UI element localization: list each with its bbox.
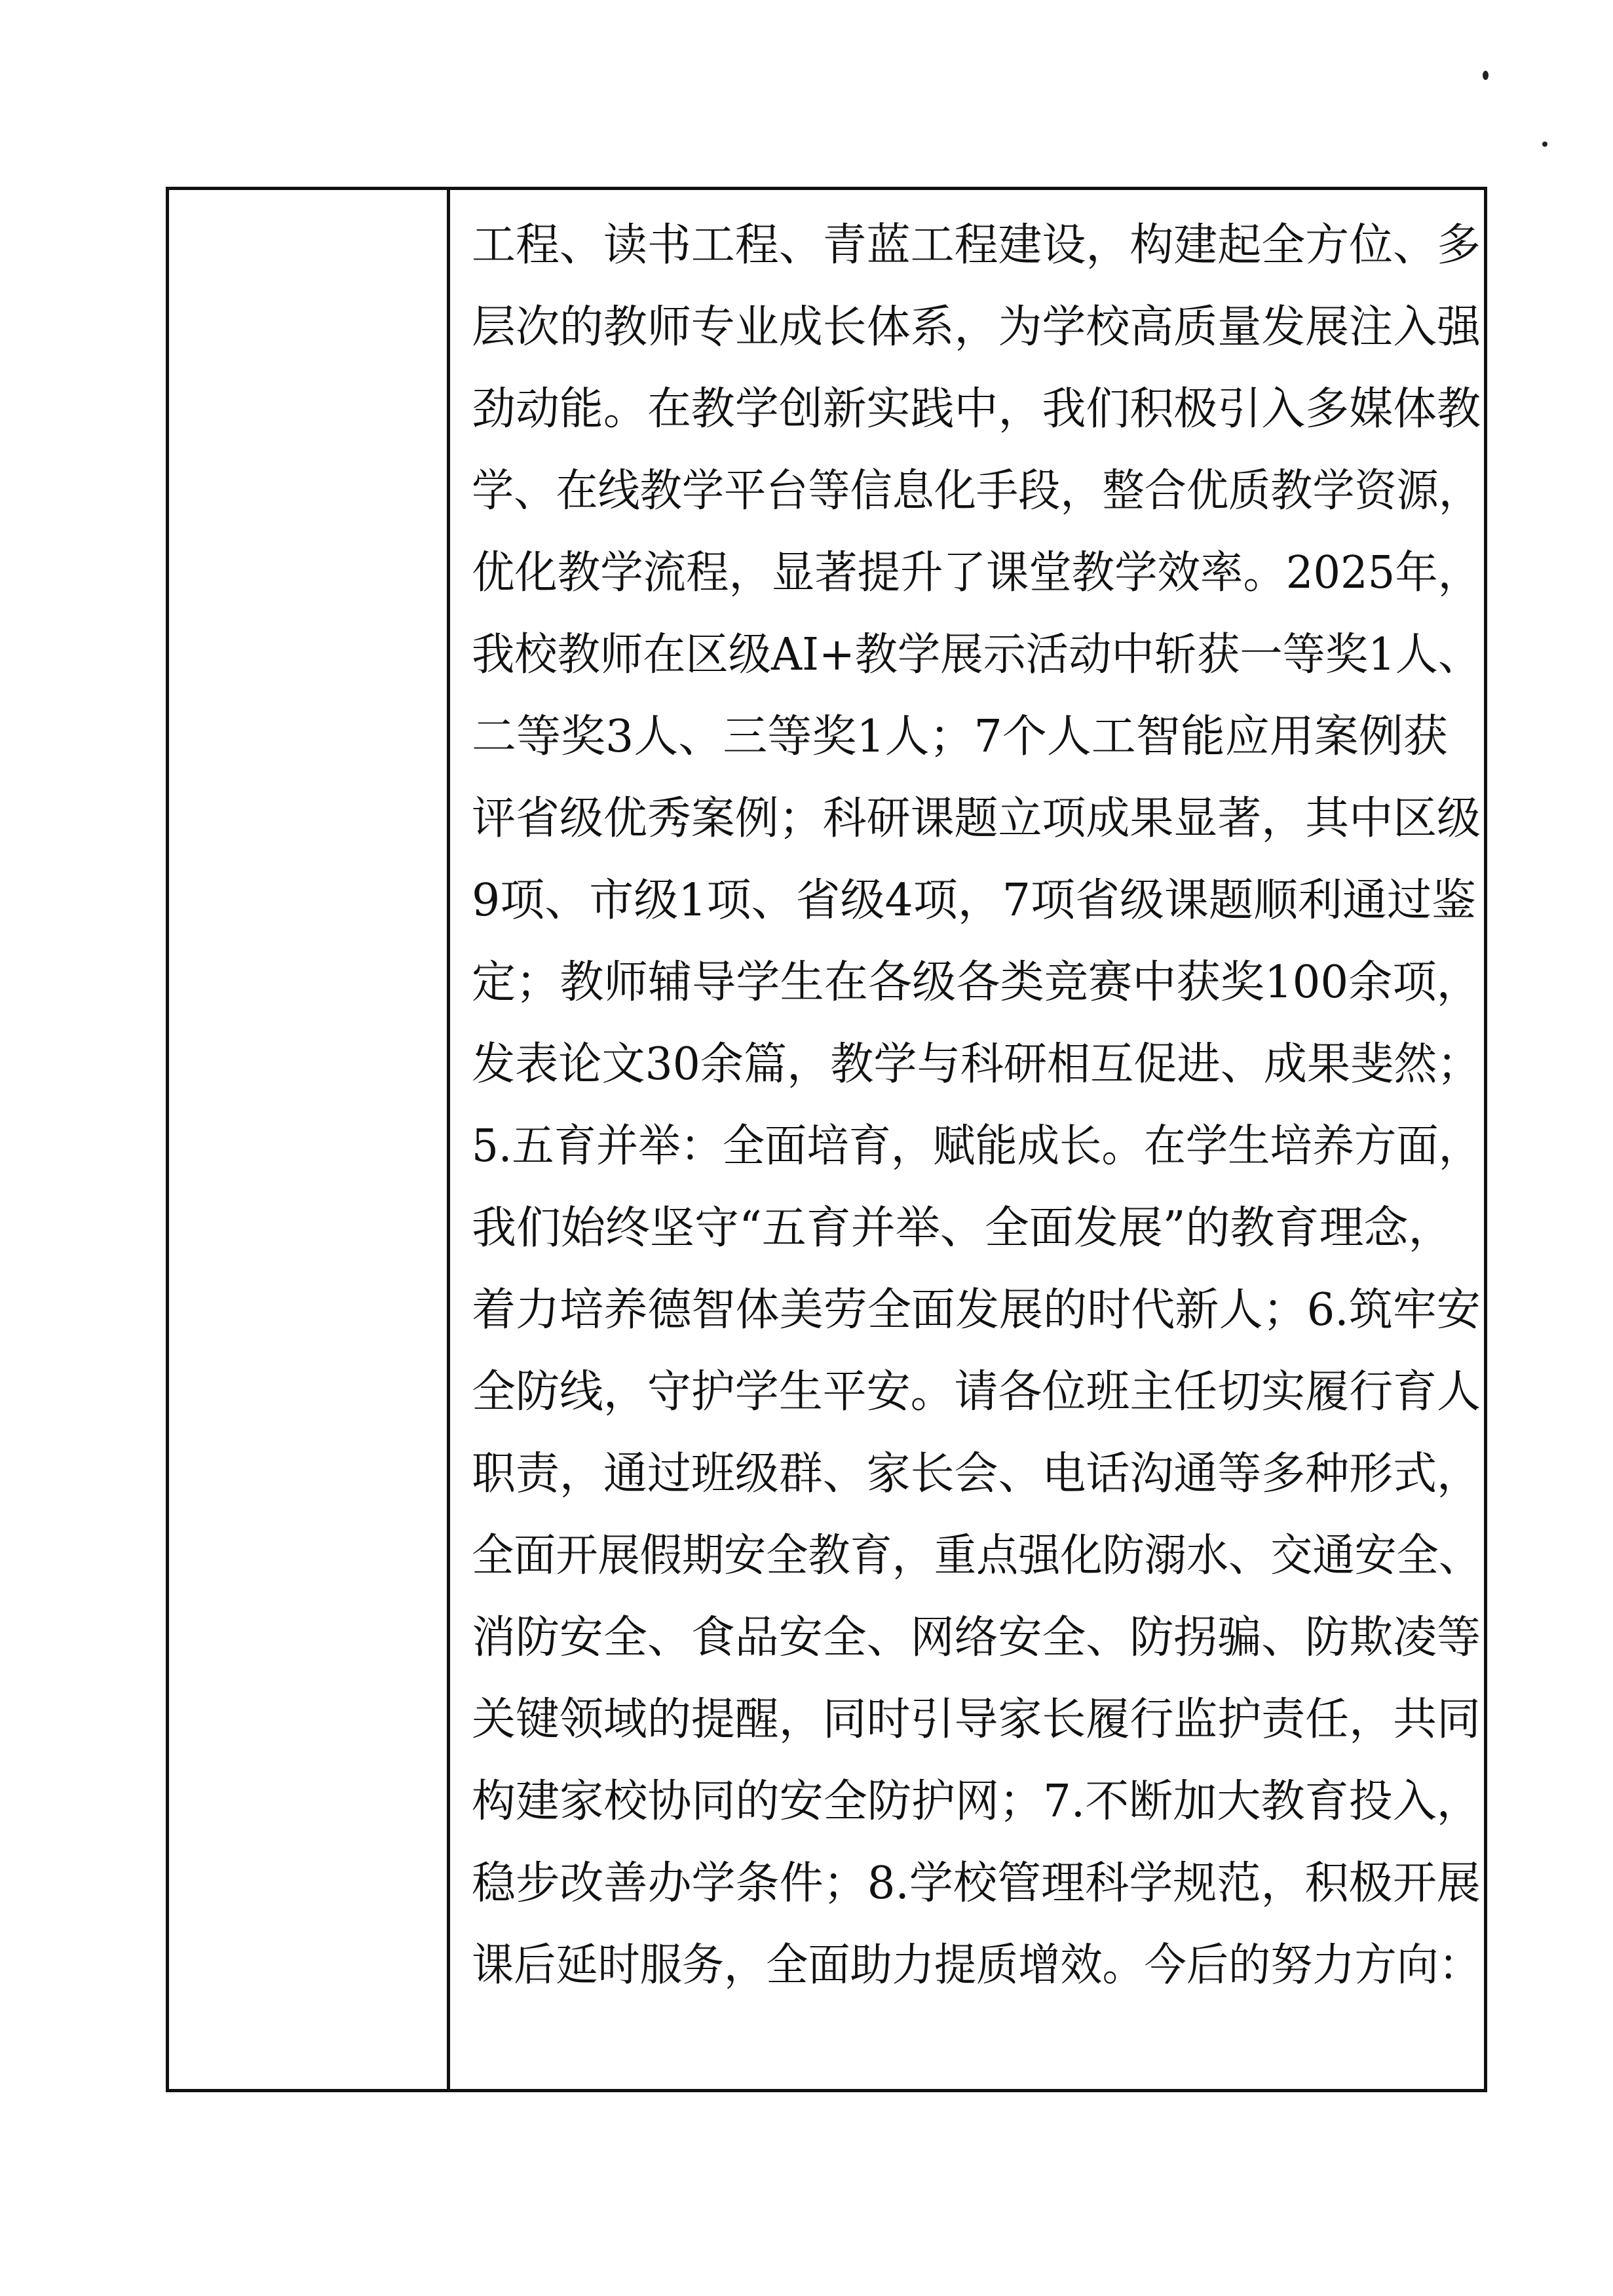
text-line: 消防安全、食品安全、网络安全、防拐骗、防欺凌等 (472, 1612, 1481, 1664)
text-line: 5.五育并举：全面培育，赋能成长。在学生培养方面， (472, 1120, 1481, 1172)
text-line: 二等奖3人、三等奖1人；7个人工智能应用案例获 (472, 711, 1448, 763)
text-line: 职责，通过班级群、家长会、电话沟通等多种形式， (472, 1448, 1481, 1500)
text-line: 构建家校协同的安全防护网；7.不断加大教育投入， (472, 1776, 1481, 1827)
scan-speck (1483, 71, 1489, 80)
text-line: 评省级优秀案例；科研课题立项成果显著，其中区级 (472, 793, 1481, 845)
text-line: 全防线，守护学生平安。请各位班主任切实履行育人 (472, 1366, 1481, 1418)
text-line: 我们始终坚守“五育并举、全面发展”的教育理念， (472, 1202, 1453, 1254)
text-line: 层次的教师专业成长体系，为学校高质量发展注入强 (472, 301, 1481, 353)
text-line: 课后延时服务，全面助力提质增效。今后的努力方向： (472, 1940, 1481, 1991)
text-line: 定；教师辅导学生在各级各类竞赛中获奖100余项， (472, 957, 1481, 1008)
table-left-cell (169, 190, 450, 2089)
text-line: 我校教师在区级AI+教学展示活动中斩获一等奖1人、 (472, 629, 1481, 681)
table-right-cell (453, 190, 1484, 2089)
text-line: 着力培养德智体美劳全面发展的时代新人；6.筑牢安 (472, 1284, 1481, 1336)
text-line: 工程、读书工程、青蓝工程建设，构建起全方位、多 (472, 220, 1481, 271)
text-line: 发表论文30余篇，教学与科研相互促进、成果斐然； (472, 1039, 1481, 1090)
scan-speck (1542, 142, 1547, 147)
text-line: 学、在线教学平台等信息化手段，整合优质教学资源， (472, 465, 1481, 517)
text-line: 劲动能。在教学创新实践中，我们积极引入多媒体教 (472, 383, 1481, 435)
text-line: 关键领域的提醒，同时引导家长履行监护责任，共同 (472, 1694, 1481, 1746)
form-table (166, 187, 1487, 2092)
text-line: 全面开展假期安全教育，重点强化防溺水、交通安全、 (472, 1530, 1481, 1582)
text-line: 优化教学流程，显著提升了课堂教学效率。2025年， (472, 547, 1481, 599)
text-line: 9项、市级1项、省级4项，7项省级课题顺利通过鉴 (472, 875, 1477, 927)
text-line: 稳步改善办学条件；8.学校管理科学规范，积极开展 (472, 1858, 1481, 1909)
